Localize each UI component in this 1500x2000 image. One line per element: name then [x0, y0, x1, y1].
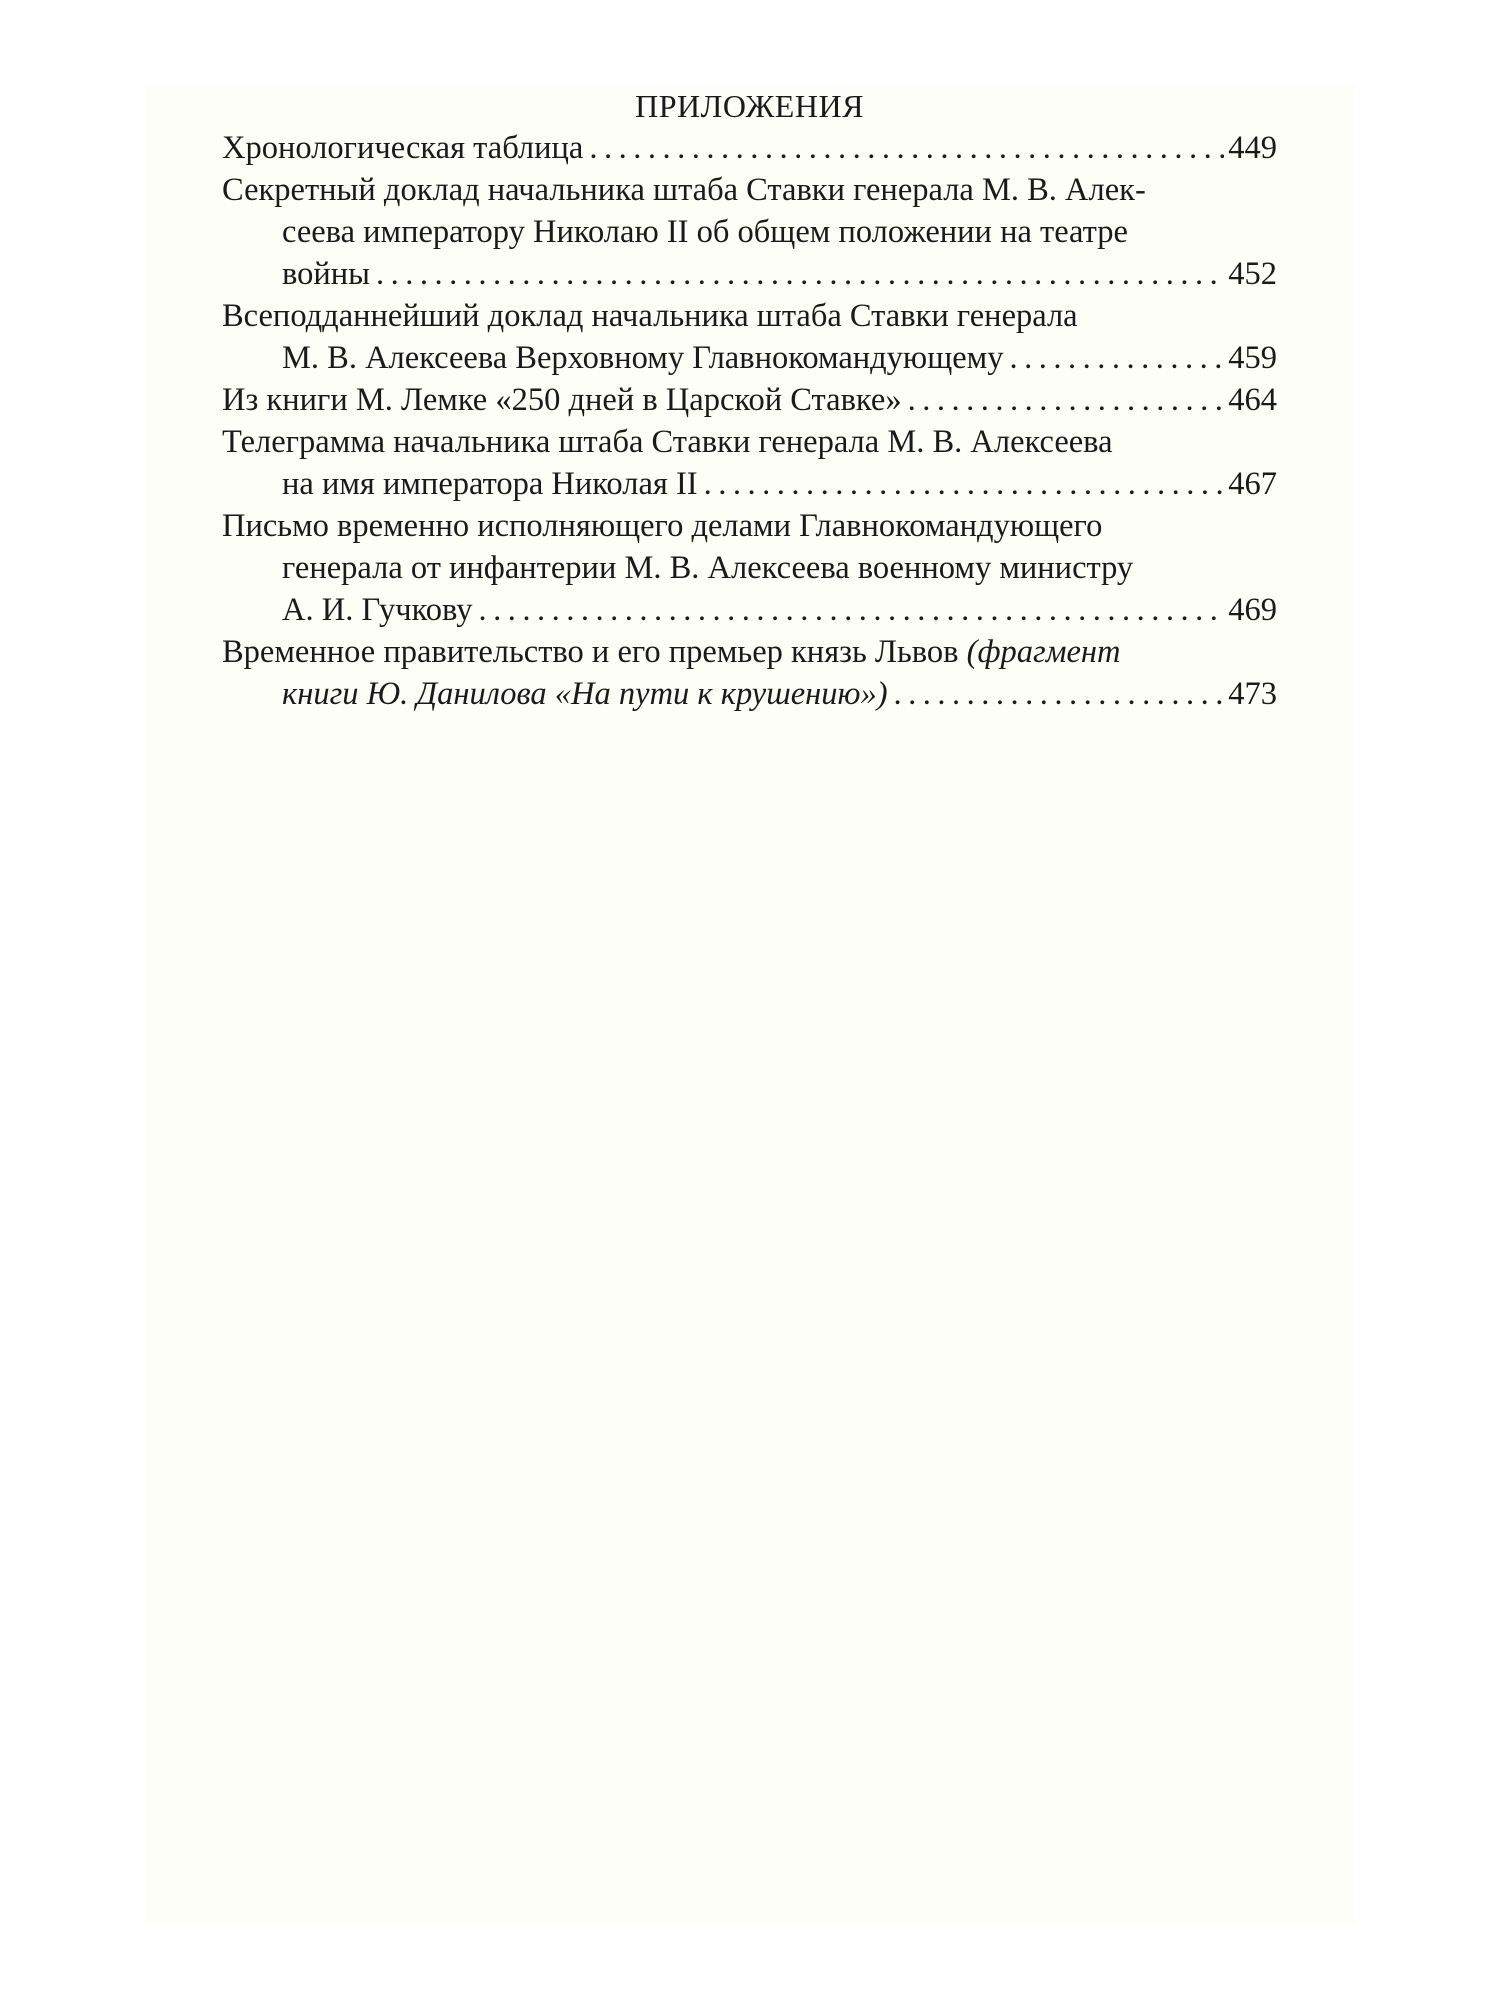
page-number: 459 [1228, 340, 1277, 376]
entry-title: Телеграмма начальника штаба Ставки генерала М. В. Алексеева [222, 424, 1113, 460]
toc-line [222, 547, 1277, 589]
toc-entry[interactable] [222, 169, 1277, 295]
entry-title-continued: сеева императору Николаю II об общем положении на театре [282, 214, 1128, 250]
dot-leader [589, 127, 1224, 169]
dot-leader [1009, 337, 1224, 379]
toc-line [222, 631, 1277, 673]
toc-entry[interactable] [222, 379, 1277, 421]
toc-line [222, 421, 1277, 463]
toc-line [222, 589, 1277, 631]
toc-line [222, 127, 1277, 169]
entry-title-italic: (фрагмент [966, 634, 1121, 670]
entry-title-continued: книги Ю. Данилова «На пути к крушению») [282, 676, 888, 712]
page-number: 449 [1228, 130, 1277, 166]
entry-title-continued: на имя императора Николая II [282, 466, 698, 502]
page-number: 452 [1228, 256, 1277, 292]
toc-line [222, 295, 1277, 337]
entry-title-continued: войны [282, 256, 370, 292]
entry-title: Письмо временно исполняющего делами Главнокомандующего [222, 508, 1103, 544]
toc-entry[interactable] [222, 295, 1277, 379]
entry-title-regular: Временное правительство и его премьер князь Львов [222, 634, 967, 670]
dot-leader [704, 463, 1225, 505]
toc-line [222, 379, 1277, 421]
entry-title: Секретный доклад начальника штаба Ставки генерала М. В. Алек- [222, 172, 1146, 208]
entry-title-continued: М. В. Алексеева Верховному Главнокомандующему [282, 340, 1004, 376]
dot-leader [908, 379, 1225, 421]
toc-line [222, 505, 1277, 547]
entry-title [222, 631, 1121, 673]
toc-content [222, 85, 1277, 715]
toc-entry[interactable] [222, 127, 1277, 169]
entry-title: Из книги М. Лемке «250 дней в Царской Ставке» [222, 382, 902, 418]
page-number: 464 [1228, 382, 1277, 418]
section-heading: ПРИЛОЖЕНИЯ [635, 88, 864, 124]
toc-line [222, 463, 1277, 505]
entry-title-continued: А. И. Гучкову [282, 592, 473, 628]
toc-list [222, 127, 1277, 715]
toc-line [222, 211, 1277, 253]
entry-title-continued: генерала от инфантерии М. В. Алексеева военному министру [282, 550, 1134, 586]
page-number: 469 [1228, 592, 1277, 628]
toc-line [222, 253, 1277, 295]
page-number: 473 [1228, 676, 1277, 712]
toc-line [222, 169, 1277, 211]
toc-line [222, 337, 1277, 379]
dot-leader [478, 589, 1224, 631]
toc-entry[interactable] [222, 505, 1277, 631]
toc-entry[interactable] [222, 421, 1277, 505]
dot-leader [894, 673, 1225, 715]
page-number: 467 [1228, 466, 1277, 502]
toc-line [222, 673, 1277, 715]
entry-title: Всеподданнейший доклад начальника штаба Ставки генерала [222, 298, 1078, 334]
book-page [145, 85, 1355, 1925]
dot-leader [376, 253, 1224, 295]
toc-entry[interactable] [222, 631, 1277, 715]
entry-title: Хронологическая таблица [222, 130, 584, 166]
